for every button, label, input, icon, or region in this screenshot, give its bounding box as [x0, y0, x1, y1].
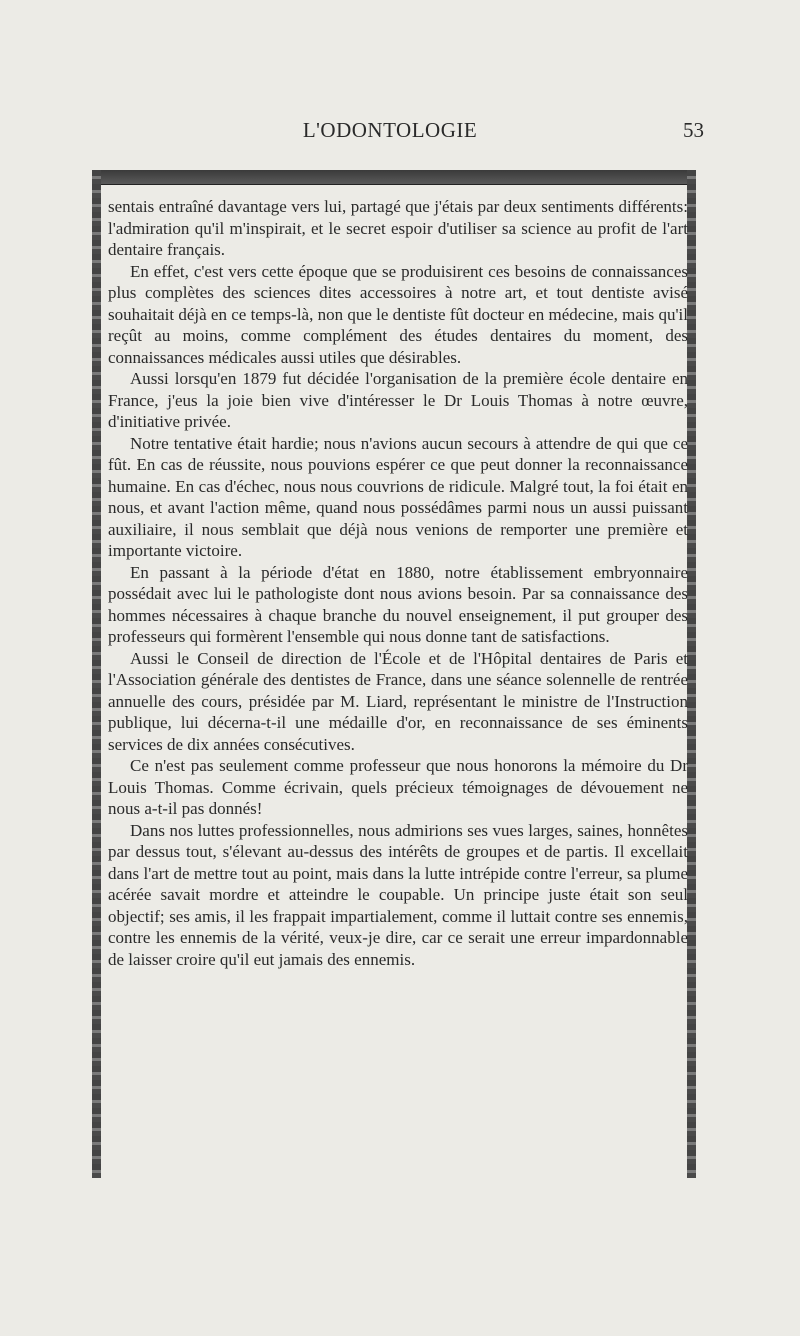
paragraph: sentais entraîné davantage vers lui, partagé que j'étais par deux sentiments différents: l'admiration qu'il m'inspirait, et le secret espoir d'utiliser sa science au profit de l'art dentaire français. — [108, 197, 688, 259]
paragraph: En passant à la période d'état en 1880, notre établissement embryonnaire possédait avec lui le pathologiste dont nous avions besoin. Par sa connaissance des hommes nécessaires à chaque branche du nouvel enseignement, il put grouper des professeurs qui formèrent l'ensemble qui nous donne tant de satisfactions. — [108, 562, 688, 646]
paragraph: En effet, c'est vers cette époque que se produisirent ces besoins de connaissances plus complètes des sciences dites accessoires à notre art, et tout dentiste avisé souhaitait déjà en ce temps-là, non que le dentiste fût docteur en médecine, mais qu'il reçût au moins, comme complément des études dentaires du moment, des connaissances médicales aussi utiles que désirables. — [108, 261, 688, 367]
frame-right-border — [687, 170, 696, 1178]
frame-top-border — [92, 170, 696, 185]
paragraph: Ce n'est pas seulement comme professeur que nous honorons la mémoire du Dr Louis Thomas. Comme écrivain, quels précieux témoignages de dévouement ne nous a-t-il pas donnés! — [108, 756, 688, 818]
paragraph: Aussi le Conseil de direction de l'École et de l'Hôpital dentaires de Paris et l'Association générale des dentistes de France, dans une séance solennelle de rentrée annuelle des cours, présidée par M. Liard, représentant le ministre de l'Instruction publique, lui décerna-t-il une médaille d'or, en reconnaissance de ses éminents services de dix années consécutives. — [108, 648, 688, 754]
frame-left-border — [92, 170, 101, 1178]
paragraph: Aussi lorsqu'en 1879 fut décidée l'organisation de la première école dentaire en France, j'eus la joie bien vive d'intéresser le Dr Louis Thomas à notre œuvre, d'initiative privée. — [108, 369, 688, 431]
paragraph: Notre tentative était hardie; nous n'avions aucun secours à attendre de qui que ce fût. En cas de réussite, nous pouvions espérer ce que peut donner la reconnaissance humaine. En cas d'échec, nous nous couvrions de ridicule. Malgré tout, la foi était en nous, et avant l'action même, quand nous possédâmes parmi nous un aussi puissant auxiliaire, il nous semblait que déjà nous venions de remporter une première et importante victoire. — [108, 433, 688, 560]
page-number: 53 — [683, 118, 704, 142]
paragraph: Dans nos luttes professionnelles, nous admirions ses vues larges, saines, honnêtes par dessus tout, s'élevant au-dessus des intérêts de groupes et de partis. Il excellait dans l'art de mettre tout au point, mais dans la lutte intrépide contre l'erreur, sa plume acérée savait mordre et atteindre le coupable. Un principe juste était son seul objectif; ses amis, il les frappait impartialement, comme il luttait contre ses ennemis, contre les ennemis de la vérité, veux-je dire, car ce serait une erreur impardonnable de laisser croire qu'il eut jamais des ennemis. — [108, 820, 688, 969]
article-body — [108, 196, 688, 970]
running-title: L'ODONTOLOGIE — [302, 118, 478, 142]
page-header — [0, 118, 800, 148]
